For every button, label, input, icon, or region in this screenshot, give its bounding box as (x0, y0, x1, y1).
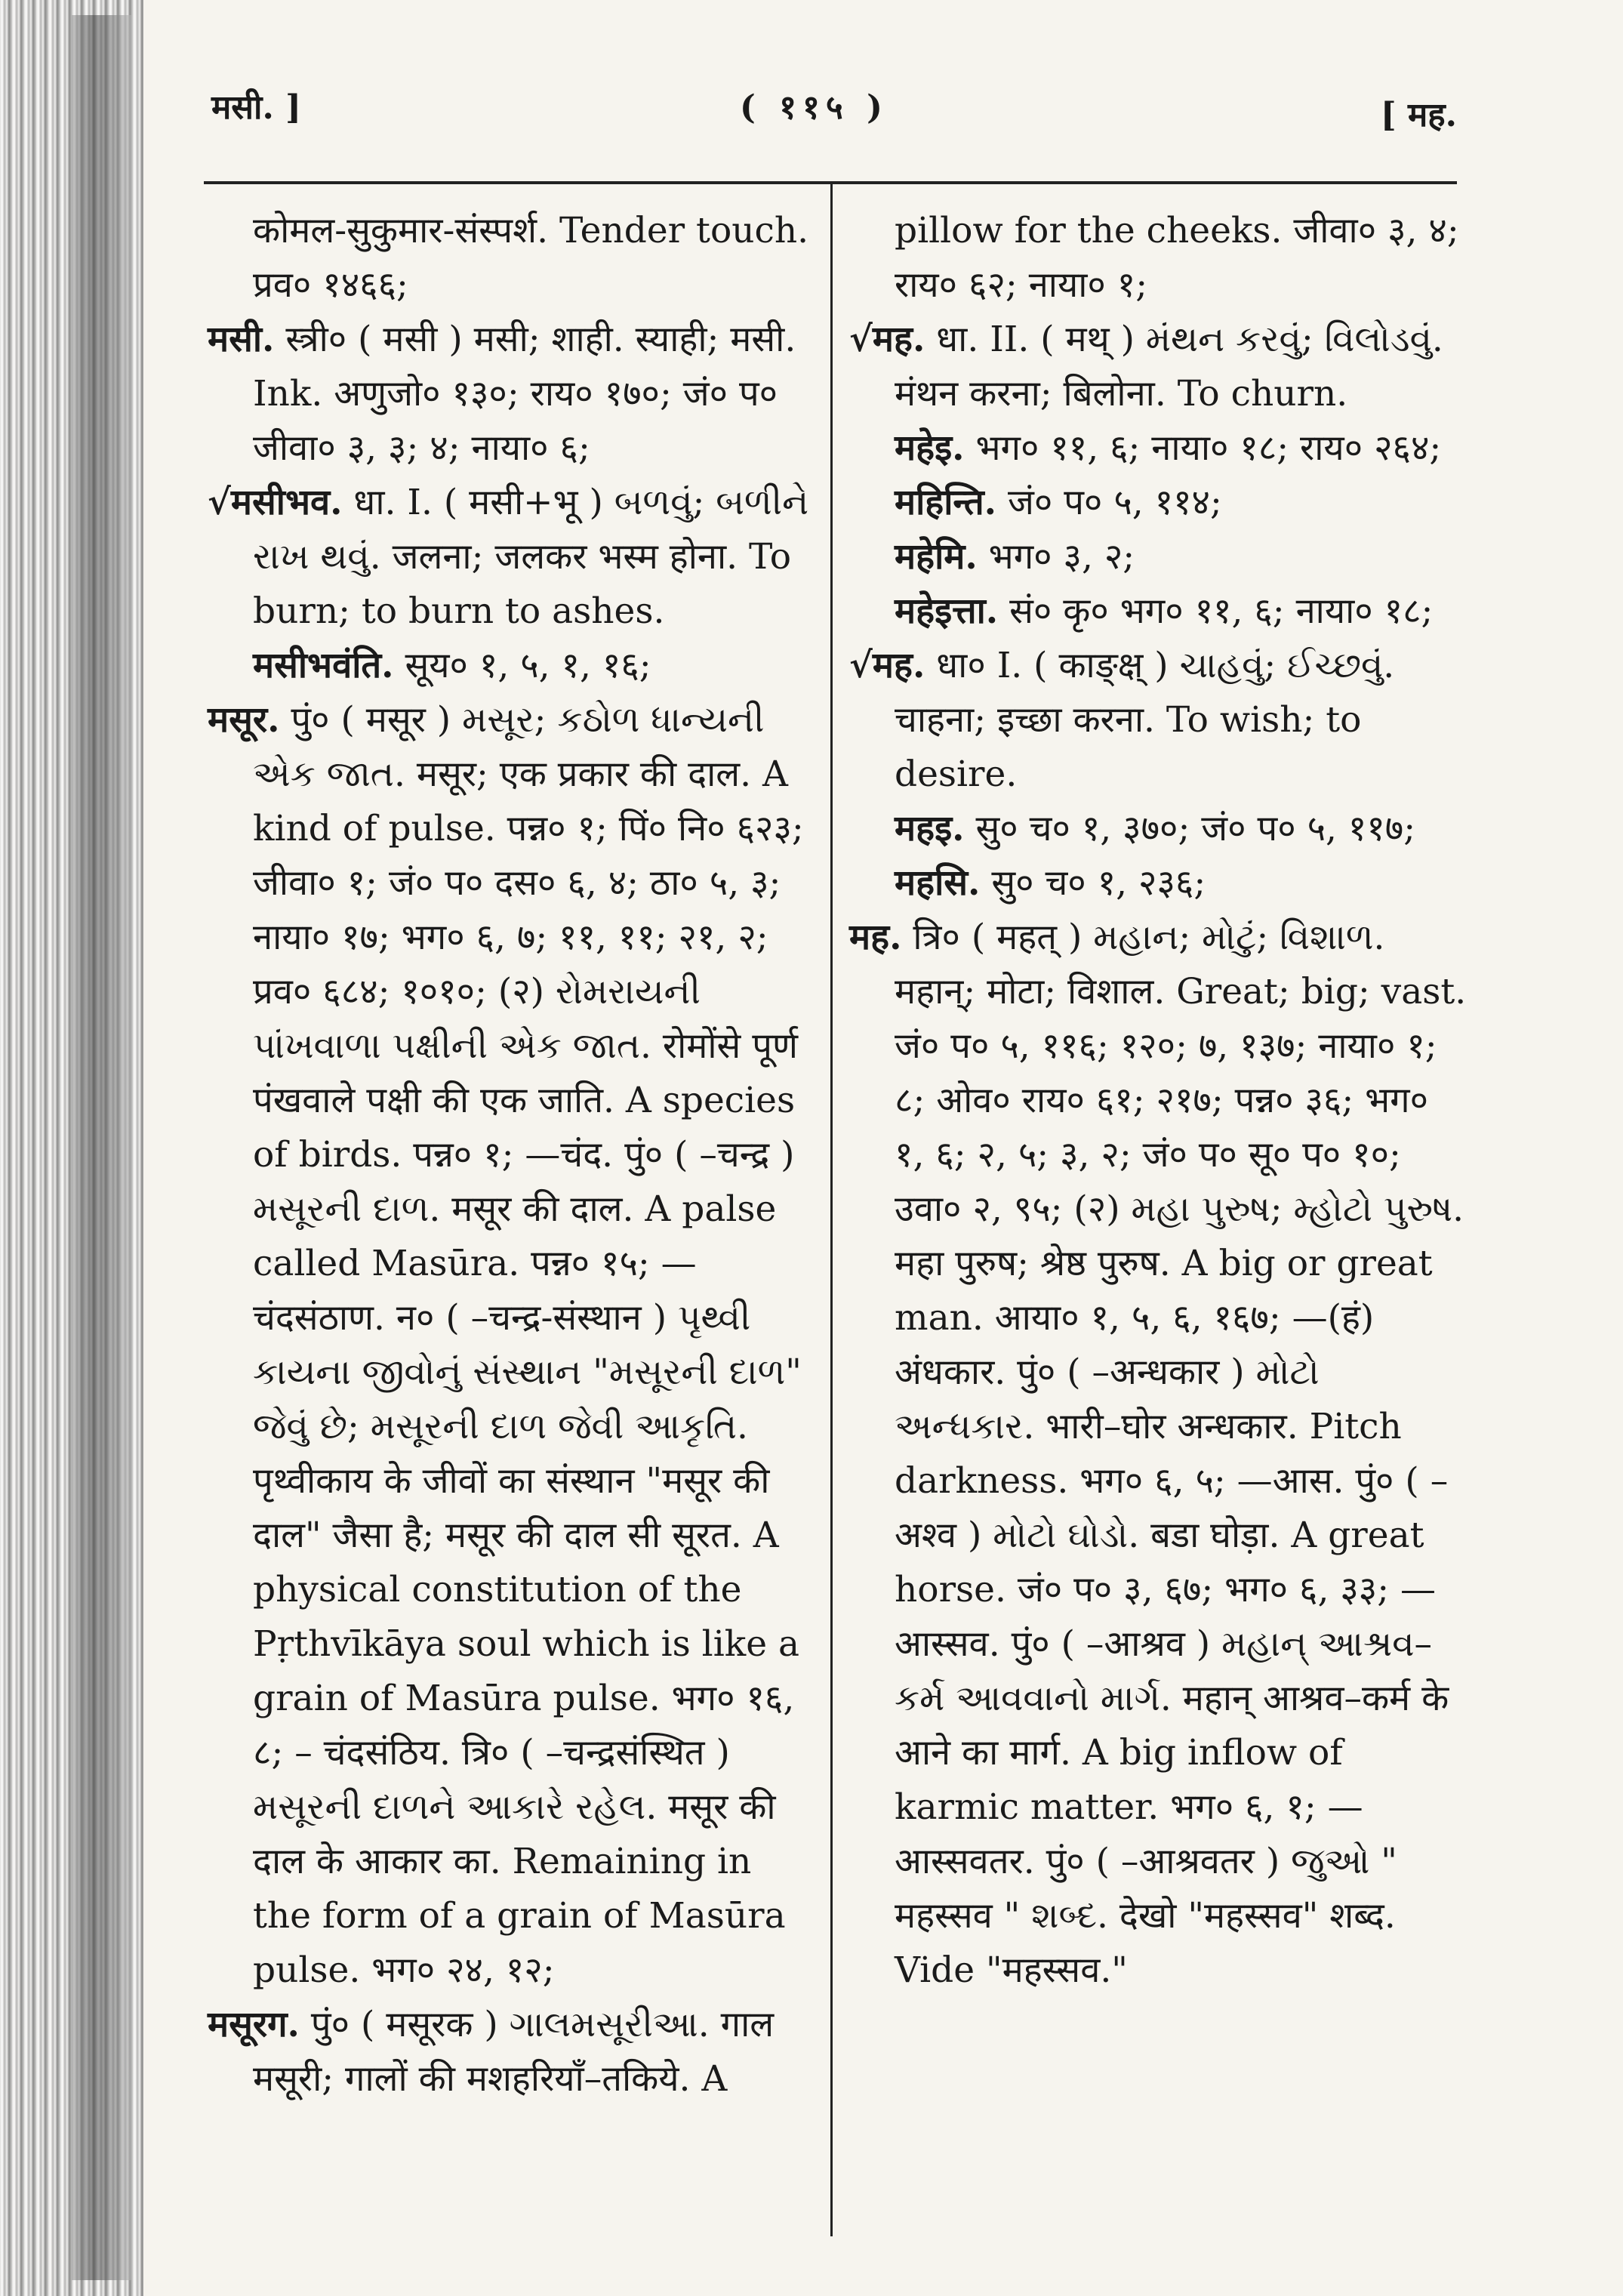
dictionary-entry (208, 1998, 812, 2106)
dictionary-entry (208, 693, 812, 1998)
dictionary-entry (208, 476, 812, 639)
dictionary-entry (849, 476, 1468, 530)
entry-headword: महिन्ति. (895, 482, 997, 523)
dictionary-entry (208, 313, 812, 476)
entry-definition: सं० कृ० भग० ११, ६; नाया० १८; (998, 590, 1434, 632)
entry-headword: मसूर. (208, 699, 280, 741)
dictionary-entry (849, 802, 1468, 856)
page-header (211, 76, 1457, 136)
entry-headword: मसूरग. (208, 2004, 300, 2045)
entry-headword: √मसीभव. (208, 482, 343, 523)
dictionary-entry (849, 530, 1468, 584)
entry-definition: कोमल-सुकुमार-संस्पर्श. Tender touch. प्रव० १४६६; (253, 210, 809, 306)
page-number: ( ११५ ) (740, 88, 888, 127)
right-column (849, 204, 1468, 1998)
column-divider (830, 183, 833, 2236)
entry-definition: त्रि० ( महत् ) મહાન; મોટું; વિશાળ. महान्; मोटा; विशाल. Great; big; vast. जं० प० ५, ११६; १२०; ७, १३७; नाया० १; ८; ओव० राय० ६१; २१७; पन्न० ३६; भग० १, ६; २, ५; ३, २; जं० प० सू० प० १०; उवा० २, ९५; (२) મહા પુરુષ; મ્હોટો પુરુષ. महा पुरुष; श्रेष्ठ पुरुष. A big or great man. आया० १, ५, ६, १६७; —(हं) अंधकार. पुं० ( –अन्धकार ) મોટો અન્ધકાર. भारी–घोर अन्धकार. Pitch darkness. भग० ६, ५; —आस. पुं० ( –अश्व ) મોટો ઘોડો. बडा घोड़ा. A great horse. जं० प० ३, ६७; भग० ६, ३३; —आस्सव. पुं० ( –आश्रव ) મહાન્ આશ્રવ–કર્મ આવવાનો માર્ગ. महान् आश्रव–कर्म के आने का मार्ग. A big inflow of karmic matter. भग० ६, १; —आस्सवतर. पुं० ( –आश्रवतर ) જુઓ " महस्सव " શબ્દ. देखो "महस्सव" शब्द. Vide "महस्सव." (895, 917, 1467, 1991)
entry-definition: भग० ३, २; (977, 536, 1135, 578)
dictionary-entry (208, 204, 812, 313)
dictionary-entry (849, 313, 1468, 421)
entry-headword: मसी. (208, 319, 275, 360)
entry-headword: महइ. (895, 808, 965, 849)
dictionary-entry (849, 584, 1468, 639)
entry-headword: मह. (849, 917, 902, 958)
dictionary-entry (849, 204, 1468, 313)
entry-headword: √मह. (849, 319, 925, 360)
left-column (208, 204, 812, 2106)
entry-definition: सूय० १, ५, १, १६; (393, 645, 651, 686)
entry-definition: भग० ११, ६; नाया० १८; राय० २६४; (964, 427, 1442, 469)
entry-definition: धा० I. ( काङ्क्ष् ) ચાહવું; ઈચ્છવું. चाहना; इच्छा करना. To wish; to desire. (895, 645, 1395, 795)
entry-headword: महेइ. (895, 427, 965, 469)
entry-definition: सु० च० १, २३६; (980, 862, 1206, 904)
entry-definition: धा. I. ( मसी+भू ) બળવું; બળીને રાખ થવું. जलना; जलकर भस्म होना. To burn; to burn to ashes. (253, 482, 809, 632)
header-left-guideword: मसी. ] (211, 88, 301, 127)
entry-headword: महसि. (895, 862, 981, 904)
header-right-guideword: [ मह. (1380, 96, 1457, 134)
entry-definition: सु० च० १, ३७०; जं० प० ५, ११७; (964, 808, 1416, 849)
dictionary-entry (849, 639, 1468, 802)
entry-headword: महेमि. (895, 536, 978, 578)
dictionary-entry (208, 639, 812, 693)
entry-headword: √मह. (849, 645, 925, 686)
entry-definition: जं० प० ५, ११४; (996, 482, 1222, 523)
entry-headword: मसीभवंति. (253, 645, 394, 686)
dictionary-entry (849, 856, 1468, 911)
entry-definition: धा. II. ( मथ् ) મંથન કરવું; વિલોડવું. मंथन करना; बिलोना. To churn. (895, 319, 1443, 415)
entry-definition: pillow for the cheeks. जीवा० ३, ४; राय० ६२; नाया० १; (895, 210, 1459, 306)
dictionary-entry (849, 911, 1468, 1998)
entry-definition: पुं० ( मसूरक ) ગાલમસૂરીઆ. गाल मसूरी; गालों की मशहरियाँ–तकिये. A (253, 2004, 775, 2100)
dictionary-entry (849, 421, 1468, 476)
entry-definition: स्त्री० ( मसी ) मसी; शाही. स्याही; मसी. Ink. अणुजो० १३०; राय० १७०; जं० प० जीवा० ३, ३; ४; नाया० ६; (253, 319, 796, 469)
book-gutter-shadow (72, 15, 132, 2280)
entry-headword: महेइत्ता. (895, 590, 999, 632)
entry-definition: पुं० ( मसूर ) મસૂર; કઠોળ ધાન્યની એક જાત. मसूर; एक प्रकार की दाल. A kind of pulse. पन्न० १; पिं० नि० ६२३; जीवा० १; जं० प० दस० ६, ४; ठा० ५, ३; नाया० १७; भग० ६, ७; ११, ११; २१, २; प्रव० ६८४; १०१०; (२) રોમરાયની પાંખવાળા પક્ષીની એક જાત. रोमोंसे पूर्ण पंखवाले पक्षी की एक जाति. A species of birds. पन्न० १; —चंद. पुं० ( –चन्द्र ) મસૂરની દાળ. मसूर की दाल. A palse called Masūra. पन्न० १५; —चंदसंठाण. न० ( –चन्द्र-संस्थान ) પૃથ્વી કાયના જીવોનું સંસ્થાન "મસૂરની દાળ" જેવું છે; મસૂરની દાળ જેવી આકૃતિ. पृथ्वीकाय के जीवों का संस्थान "मसूर की दाल" जैसा है; मसूर की दाल सी सूरत. A physical constitution of the Pṛthvīkāya soul which is like a grain of Masūra pulse. भग० १६, ८; – चंदसंठिय. त्रि० ( –चन्द्रसंस्थित ) મસૂરની દાળને આકારે રહેલ. मसूर की दाल के आकार का. Remaining in the form of a grain of Masūra pulse. भग० २४, १२; (253, 699, 804, 1991)
